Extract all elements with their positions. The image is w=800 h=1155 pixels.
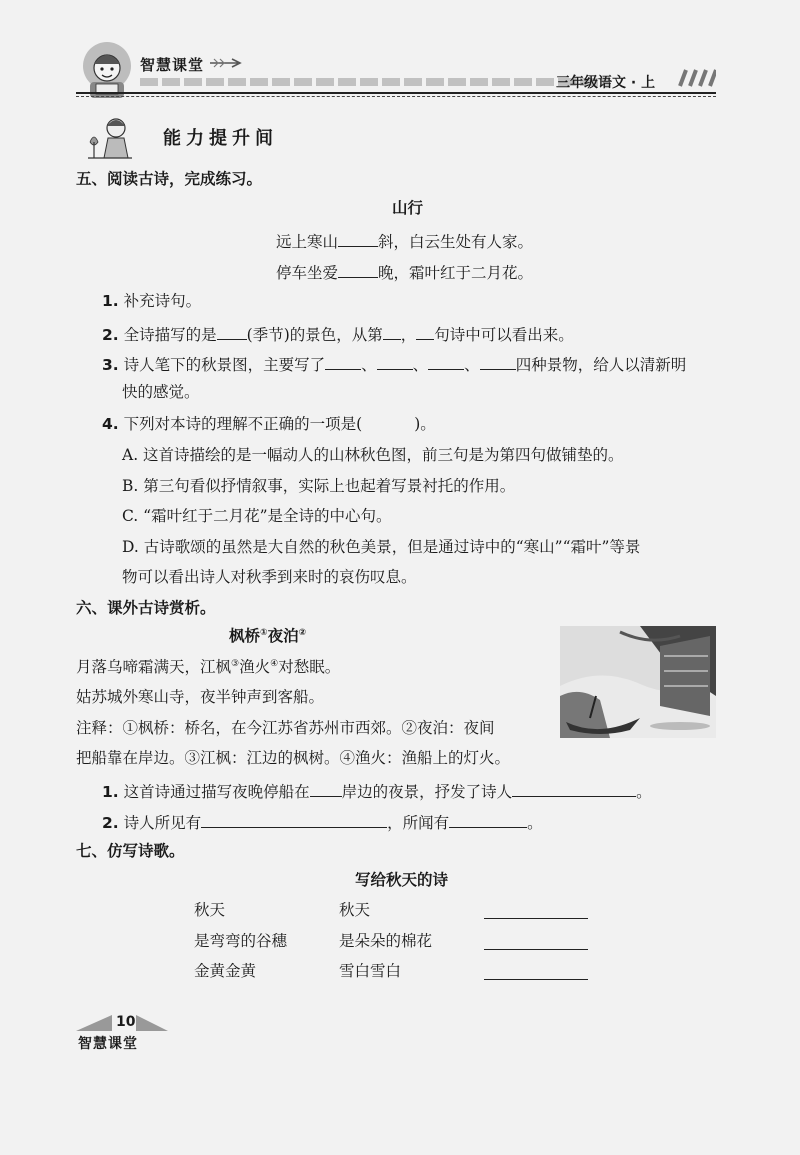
q5-sub2: 2. 全诗描写的是 (季节)的景色，从第 ， 句诗中可以看出来。: [102, 326, 574, 344]
q5-sub4: 4. 下列对本诗的理解不正确的一项是( )。: [102, 415, 436, 433]
q5-sub1: 1. 补充诗句。: [102, 292, 202, 310]
fengqiao-line-1: 月落乌啼霜满天，江枫③渔火④对愁眠。: [76, 658, 341, 677]
header-grade: 三年级语文 · 上: [556, 75, 656, 91]
line-blank[interactable]: [416, 325, 434, 340]
night-boat-illustration: [560, 626, 716, 738]
page-number: 10: [116, 1014, 136, 1030]
col1-line1: 秋天: [194, 901, 226, 919]
blank[interactable]: [338, 232, 378, 247]
line-blank[interactable]: [383, 325, 401, 340]
write-line-1[interactable]: [484, 918, 588, 919]
q5-title: 五、阅读古诗，完成练习。: [76, 170, 263, 188]
section-title: 能力提升间: [163, 128, 278, 149]
col2-line3: 雪白雪白: [339, 962, 402, 980]
blank[interactable]: [310, 782, 342, 797]
poem-title-autumn: 写给秋天的诗: [355, 871, 449, 889]
option-a[interactable]: A. 这首诗描绘的是一幅动人的山林秋色图，前三句是为第四句做铺垫的。: [122, 446, 624, 464]
col2-line2: 是朵朵的棉花: [339, 932, 433, 950]
heard-blank[interactable]: [449, 813, 527, 828]
header-rule: [76, 92, 716, 94]
notes-line-2: 把船靠在岸边。③江枫：江边的枫树。④渔火：渔船上的灯火。: [76, 749, 511, 767]
blank[interactable]: [428, 355, 464, 370]
fengqiao-line-2: 姑苏城外寒山寺，夜半钟声到客船。: [76, 688, 325, 706]
option-b[interactable]: B. 第三句看似抒情叙事，实际上也起着写景衬托的作用。: [122, 477, 516, 495]
footer-brand: 智慧课堂: [78, 1036, 138, 1052]
option-c[interactable]: C. “霜叶红于二月花”是全诗的中心句。: [122, 507, 392, 525]
q6-sub1: 1. 这首诗通过描写夜晚停船在 岸边的夜景，抒发了诗人 。: [102, 783, 652, 801]
poem-line-1: 远上寒山 斜，白云生处有人家。: [276, 233, 534, 251]
arrow-decoration-icon: [210, 58, 244, 68]
header-rule-dashed: [76, 96, 716, 97]
slash-decoration-icon: [672, 68, 716, 88]
reading-child-icon: [84, 112, 134, 162]
col1-line3: 金黄金黄: [194, 962, 257, 980]
q5-sub3: 3. 诗人笔下的秋景图，主要写了 、 、 、 四种景物，给人以清新明: [102, 356, 687, 374]
cartoon-girl-logo-icon: [76, 40, 138, 100]
header-brand: 智慧课堂: [140, 56, 205, 74]
q5-sub3-cont: 快的感觉。: [122, 383, 200, 401]
notes-line-1: 注释：①枫桥：桥名，在今江苏省苏州市西郊。②夜泊：夜间: [76, 719, 495, 737]
option-d-cont: 物可以看出诗人对秋季到来时的哀伤叹息。: [122, 568, 417, 586]
q6-title: 六、课外古诗赏析。: [76, 599, 216, 617]
header-decor-bar: [140, 78, 610, 86]
write-line-3[interactable]: [484, 979, 588, 980]
poem-title-shanxing: 山行: [392, 199, 424, 217]
blank[interactable]: [480, 355, 516, 370]
poem-line-2: 停车坐爱 晚，霜叶红于二月花。: [276, 264, 534, 282]
q6-sub2: 2. 诗人所见有 ，所闻有 。: [102, 814, 543, 832]
write-line-2[interactable]: [484, 949, 588, 950]
col1-line2: 是弯弯的谷穗: [194, 932, 288, 950]
blank[interactable]: [325, 355, 361, 370]
poem-title-fengqiao: 枫桥①夜泊②: [229, 627, 307, 646]
blank[interactable]: [338, 263, 378, 278]
seen-blank[interactable]: [201, 813, 387, 828]
blank[interactable]: [377, 355, 413, 370]
option-d[interactable]: D. 古诗歌颂的虽然是大自然的秋色美景，但是通过诗中的“寒山”“霜叶”等景: [122, 538, 641, 556]
q7-title: 七、仿写诗歌。: [76, 842, 185, 860]
blank[interactable]: [512, 782, 636, 797]
col2-line1: 秋天: [339, 901, 371, 919]
season-blank[interactable]: [217, 325, 247, 340]
